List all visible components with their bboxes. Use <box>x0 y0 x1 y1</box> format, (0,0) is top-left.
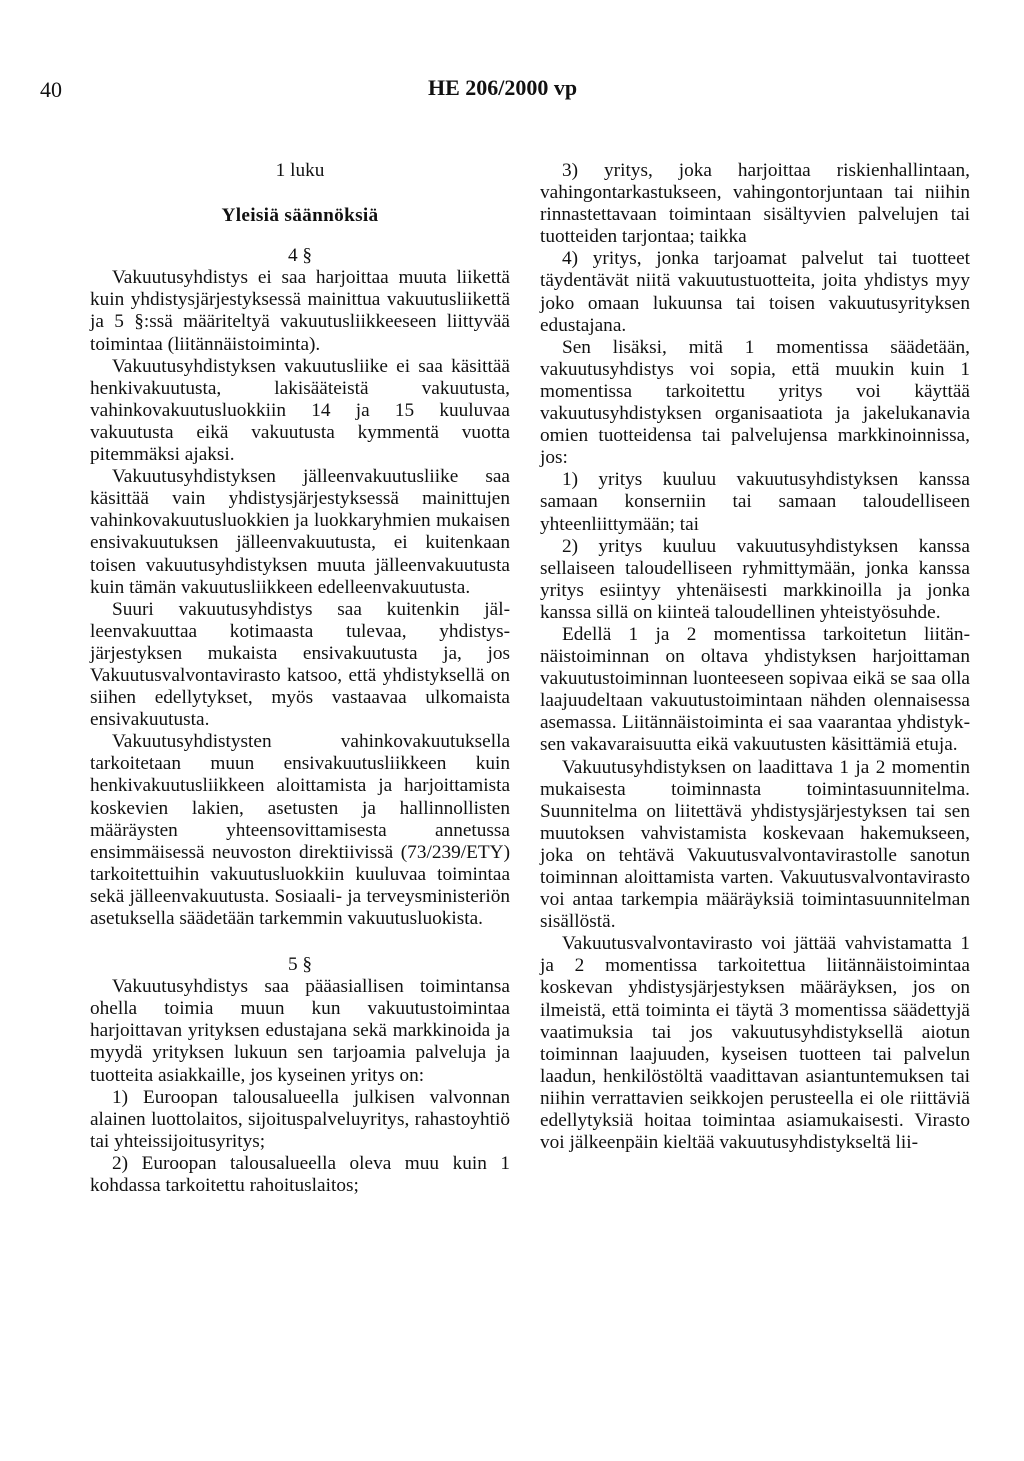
right-column <box>540 160 970 1154</box>
section-5-item-4: 4) yritys, jonka tarjoamat palvelut tai tuotteet täydentävät niitä vakuutustuotteita, joita yhdistys myy joko omaan lukuunsa tai toisen vakuutusyrityksen edustajana. <box>540 248 970 336</box>
section-5-subitem-2: 2) yritys kuuluu vakuutusyhdistyksen kanssa sellaiseen taloudelliseen ryhmittymään, jonka kanssa yritys esiintyy yhtenäisesti markkinoilla ja jonka kanssa sillä on kiinteä taloudellinen yhteistyösuhde. <box>540 535 970 623</box>
section-5-paragraph-1: Vakuutusyhdistys saa pääasiallisen toimintansa ohella toimia muun kun vakuutustoimintaa harjoittavan yrityksen edustajana sekä markkinoida ja myydä yrityksen lukuun sen tarjoamia palveluja ja tuotteita asiakkaille, jos kyseinen yritys on: <box>90 976 510 1086</box>
section-4-paragraph-1: Vakuutusyhdistys ei saa harjoittaa muuta liikettä kuin yhdistysjärjestyksessä mainittua vakuutusliikettä ja 5 §:ssä määriteltyä vakuutusliikkeeseen liittyvää toimintaa (liitännäistoiminta). <box>90 267 510 355</box>
section-5-item-3: 3) yritys, joka harjoittaa riskienhallintaan, vahingontarkastukseen, vahingontorjuntaan tai niihin rinnastettavaan toimintaan sisältyvien palvelujen tai tuotteiden tarjontaa; taikka <box>540 160 970 248</box>
chapter-title: Yleisiä säännöksiä <box>221 205 379 227</box>
section-4-paragraph-4: Suuri vakuutusyhdistys saa kuitenkin jälleenvakuuttaa kotimaasta tulevaa, yhdistysjärjestyksen mukaista ensivakuutusta ja, jos Vakuutusvalvontavirasto katsoo, että yhdistyksellä on siihen edellytykset, myös vastaavaa ulkomaista ensivakuutusta. <box>90 598 510 731</box>
section-5-paragraph-lisaksi: Sen lisäksi, mitä 1 momentissa säädetään, vakuutusyhdistys voi sopia, että muukin kuin 1 momentissa tarkoitettu yritys voi käyttää vakuutusyhdistyksen organisaatiota ja jakelukanavia omien tuotteidensa tai palvelujensa markkinoinnissa, jos: <box>540 336 970 469</box>
section-5-item-2: 2) Euroopan talousalueella oleva muu kuin 1 kohdassa tarkoitettu rahoituslaitos; <box>90 1152 510 1197</box>
section-5-heading: 5 § <box>287 954 313 976</box>
section-5-subitem-1: 1) yritys kuuluu vakuutusyhdistyksen kanssa samaan konserniin tai samaan taloudelliseen yhteenliittymään; tai <box>540 469 970 535</box>
section-5-paragraph-laadittava: Vakuutusyhdistyksen on laadittava 1 ja 2 momentin mukaisesta toiminnasta toimintasuunnitelma. Suunnitelma on liitettävä yhdistysjärjestyksen tai sen muutoksen vahvistamista koskevaan hakemukseen, joka on tehtävä Vakuutusvalvontavirastolle sanotun toiminnan aloittamista varten. Vakuutusvalvontavirasto voi antaa tarkempia määräyksiä toimintasuunnitelman sisällöstä. <box>540 756 970 933</box>
page-number: 40 <box>40 77 62 102</box>
section-5-paragraph-virasto: Vakuutusvalvontavirasto voi jättää vahvistamatta 1 ja 2 momentissa tarkoitettua liitännäistoimintaa koskevan yhdistysjärjestyksen määräyksen, jos on ilmeistä, että toiminta ei täytä 3 momentissa säädettyjä vaatimuksia tai jos vakuutusyhdistyksellä aiotun toiminnan laajuuden, kyseisen tuotteen tai palvelun laadun, henkilöstöltä vaadittavan asiantuntemuksen tai niihin verrattavien seikkojen perusteella ei ole riittäviä edellytyksiä hoitaa toimintaa asiamukaisesti. Virasto voi jälkeenpäin kieltää vakuutusyhdistykseltä lii- <box>540 933 970 1154</box>
section-4-paragraph-5: Vakuutusyhdistysten vahinkovakuutuksella tarkoitetaan muun ensivakuutusliikkeen kuin henkivakuutusliikkeen aloittamista ja harjoittamista koskevien lakien, asetusten ja hallinnollisten määräysten yhteensovittamisesta annetussa ensimmäisessä neuvoston direktiivissä (73/239/ETY) tarkoitettuihin vakuutusluokkiin kuuluvaa toimintaa sekä jälleenvakuutusta. Sosiaali- ja terveysministeriön asetuksella säädetään tarkemmin vakuutusluokista. <box>90 731 510 929</box>
section-5-paragraph-edella: Edellä 1 ja 2 momentissa tarkoitetun liitännäistoiminnan on oltava yhdistyksen harjoittaman vakuutustoiminnan luonteeseen sopivaa eikä se saa olla laajuudeltaan vakuutustoimintaan nähden olennaisessa asemassa. Liitännäistoiminta ei saa vaarantaa yhdistyksen vakavaraisuutta eikä vakuutusten käsittämiä etuja. <box>540 623 970 756</box>
section-5-item-1: 1) Euroopan talousalueella julkisen valvonnan alainen luottolaitos, sijoituspalveluyritys, rahastoyhtiö tai yhteissijoitusyritys; <box>90 1086 510 1152</box>
section-4-heading: 4 § <box>287 245 313 267</box>
section-4-paragraph-3: Vakuutusyhdistyksen jälleenvakuutusliike saa käsittää vain yhdistysjärjestyksessä mainittujen vahinkovakuutusluokkien ja luokkaryhmien mukaisen ensivakuutuksen jälleenvakuutusta, ei kuitenkaan toisen vakuutusyhdistyksen muuta jälleenvakuutusta kuin tämän vakuutusliikkeen edelleenvakuutusta. <box>90 466 510 598</box>
chapter-number: 1 luku <box>275 160 325 181</box>
document-id: HE 206/2000 vp <box>428 75 578 100</box>
section-4-paragraph-2: Vakuutusyhdistyksen vakuutusliike ei saa käsittää henkivakuutusta, lakisääteistä vakuutusta, vahinkovakuutusluokkiin 14 ja 15 kuuluvaa vakuutusta eikä vakuutusta kymmentä vuotta pitemmäksi ajaksi. <box>90 355 510 466</box>
left-column <box>90 160 510 1197</box>
